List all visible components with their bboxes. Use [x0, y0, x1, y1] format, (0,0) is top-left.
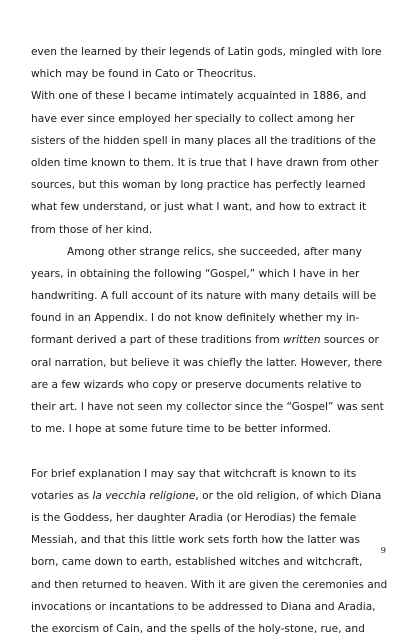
paragraph-p2: [31, 85, 387, 240]
text-line: from those of her kind.: [31, 223, 153, 236]
text-line: are a few wizards who copy or preserve documents relative to: [31, 378, 362, 391]
paragraph-p3: [31, 241, 387, 441]
text-line: have ever since employed her specially to collect among her: [31, 112, 355, 125]
text-line: is the Goddess, her daughter Aradia (or Herodias) the female: [31, 511, 357, 524]
text-line: Among other strange relics, she succeeded, after many: [67, 245, 362, 258]
text-line: olden time known to them. It is true that I have drawn from other: [31, 156, 379, 169]
paragraph-spacer: [31, 440, 387, 462]
text-line: which may be found in Cato or Theocritus.: [31, 68, 257, 81]
text-line: and then returned to heaven. With it are given the ceremonies and: [31, 578, 388, 591]
italic-text: la vecchia religione: [92, 489, 196, 502]
text-line: For brief explanation I may say that witchcraft is known to its: [31, 467, 357, 480]
text-line: handwriting. A full account of its nature with many details will be: [31, 290, 377, 303]
text-line: born, came down to earth, established witches and witchcraft,: [31, 556, 363, 569]
text-line: to me. I hope at some future time to be better informed.: [31, 423, 332, 436]
text-run: formant derived a part of these traditions from: [31, 334, 284, 347]
text-line: the exorcism of Cain, and the spells of the holy-stone, rue, and: [31, 622, 365, 635]
text-line: found in an Appendix. I do not know definitely whether my in-: [31, 312, 360, 325]
page-body: [31, 41, 387, 640]
text-line: Messiah, and that this little work sets forth how the latter was: [31, 534, 361, 547]
italic-text: written: [283, 334, 321, 347]
text-line: even the learned by their legends of Latin gods, mingled with lore: [31, 46, 382, 58]
text-line: With one of these I became intimately acquainted in 1886, and: [31, 90, 367, 103]
page-number: 9: [380, 546, 386, 556]
text-line: oral narration, but believe it was chiefly the latter. However, there: [31, 356, 383, 369]
text-run: sources or: [320, 334, 379, 347]
text-line: [31, 485, 387, 507]
text-line: invocations or incantations to be addressed to Diana and Aradia,: [31, 600, 376, 613]
text-line: what few understand, or just what I want, and how to extract it: [31, 201, 367, 214]
text-line: their art. I have not seen my collector since the “Gospel” was sent: [31, 401, 384, 413]
text-run: votaries as: [31, 489, 93, 502]
text-line: sources, but this woman by long practice has perfectly learned: [31, 179, 366, 192]
text-line: years, in obtaining the following “Gospel,” which I have in her: [31, 267, 360, 280]
text-line: sisters of the hidden spell in many places all the traditions of the: [31, 134, 376, 147]
text-line: [31, 329, 387, 351]
paragraph-p4: [31, 463, 387, 640]
text-run: , or the old religion, of which Diana: [195, 489, 382, 502]
paragraph-p1: [31, 41, 387, 85]
